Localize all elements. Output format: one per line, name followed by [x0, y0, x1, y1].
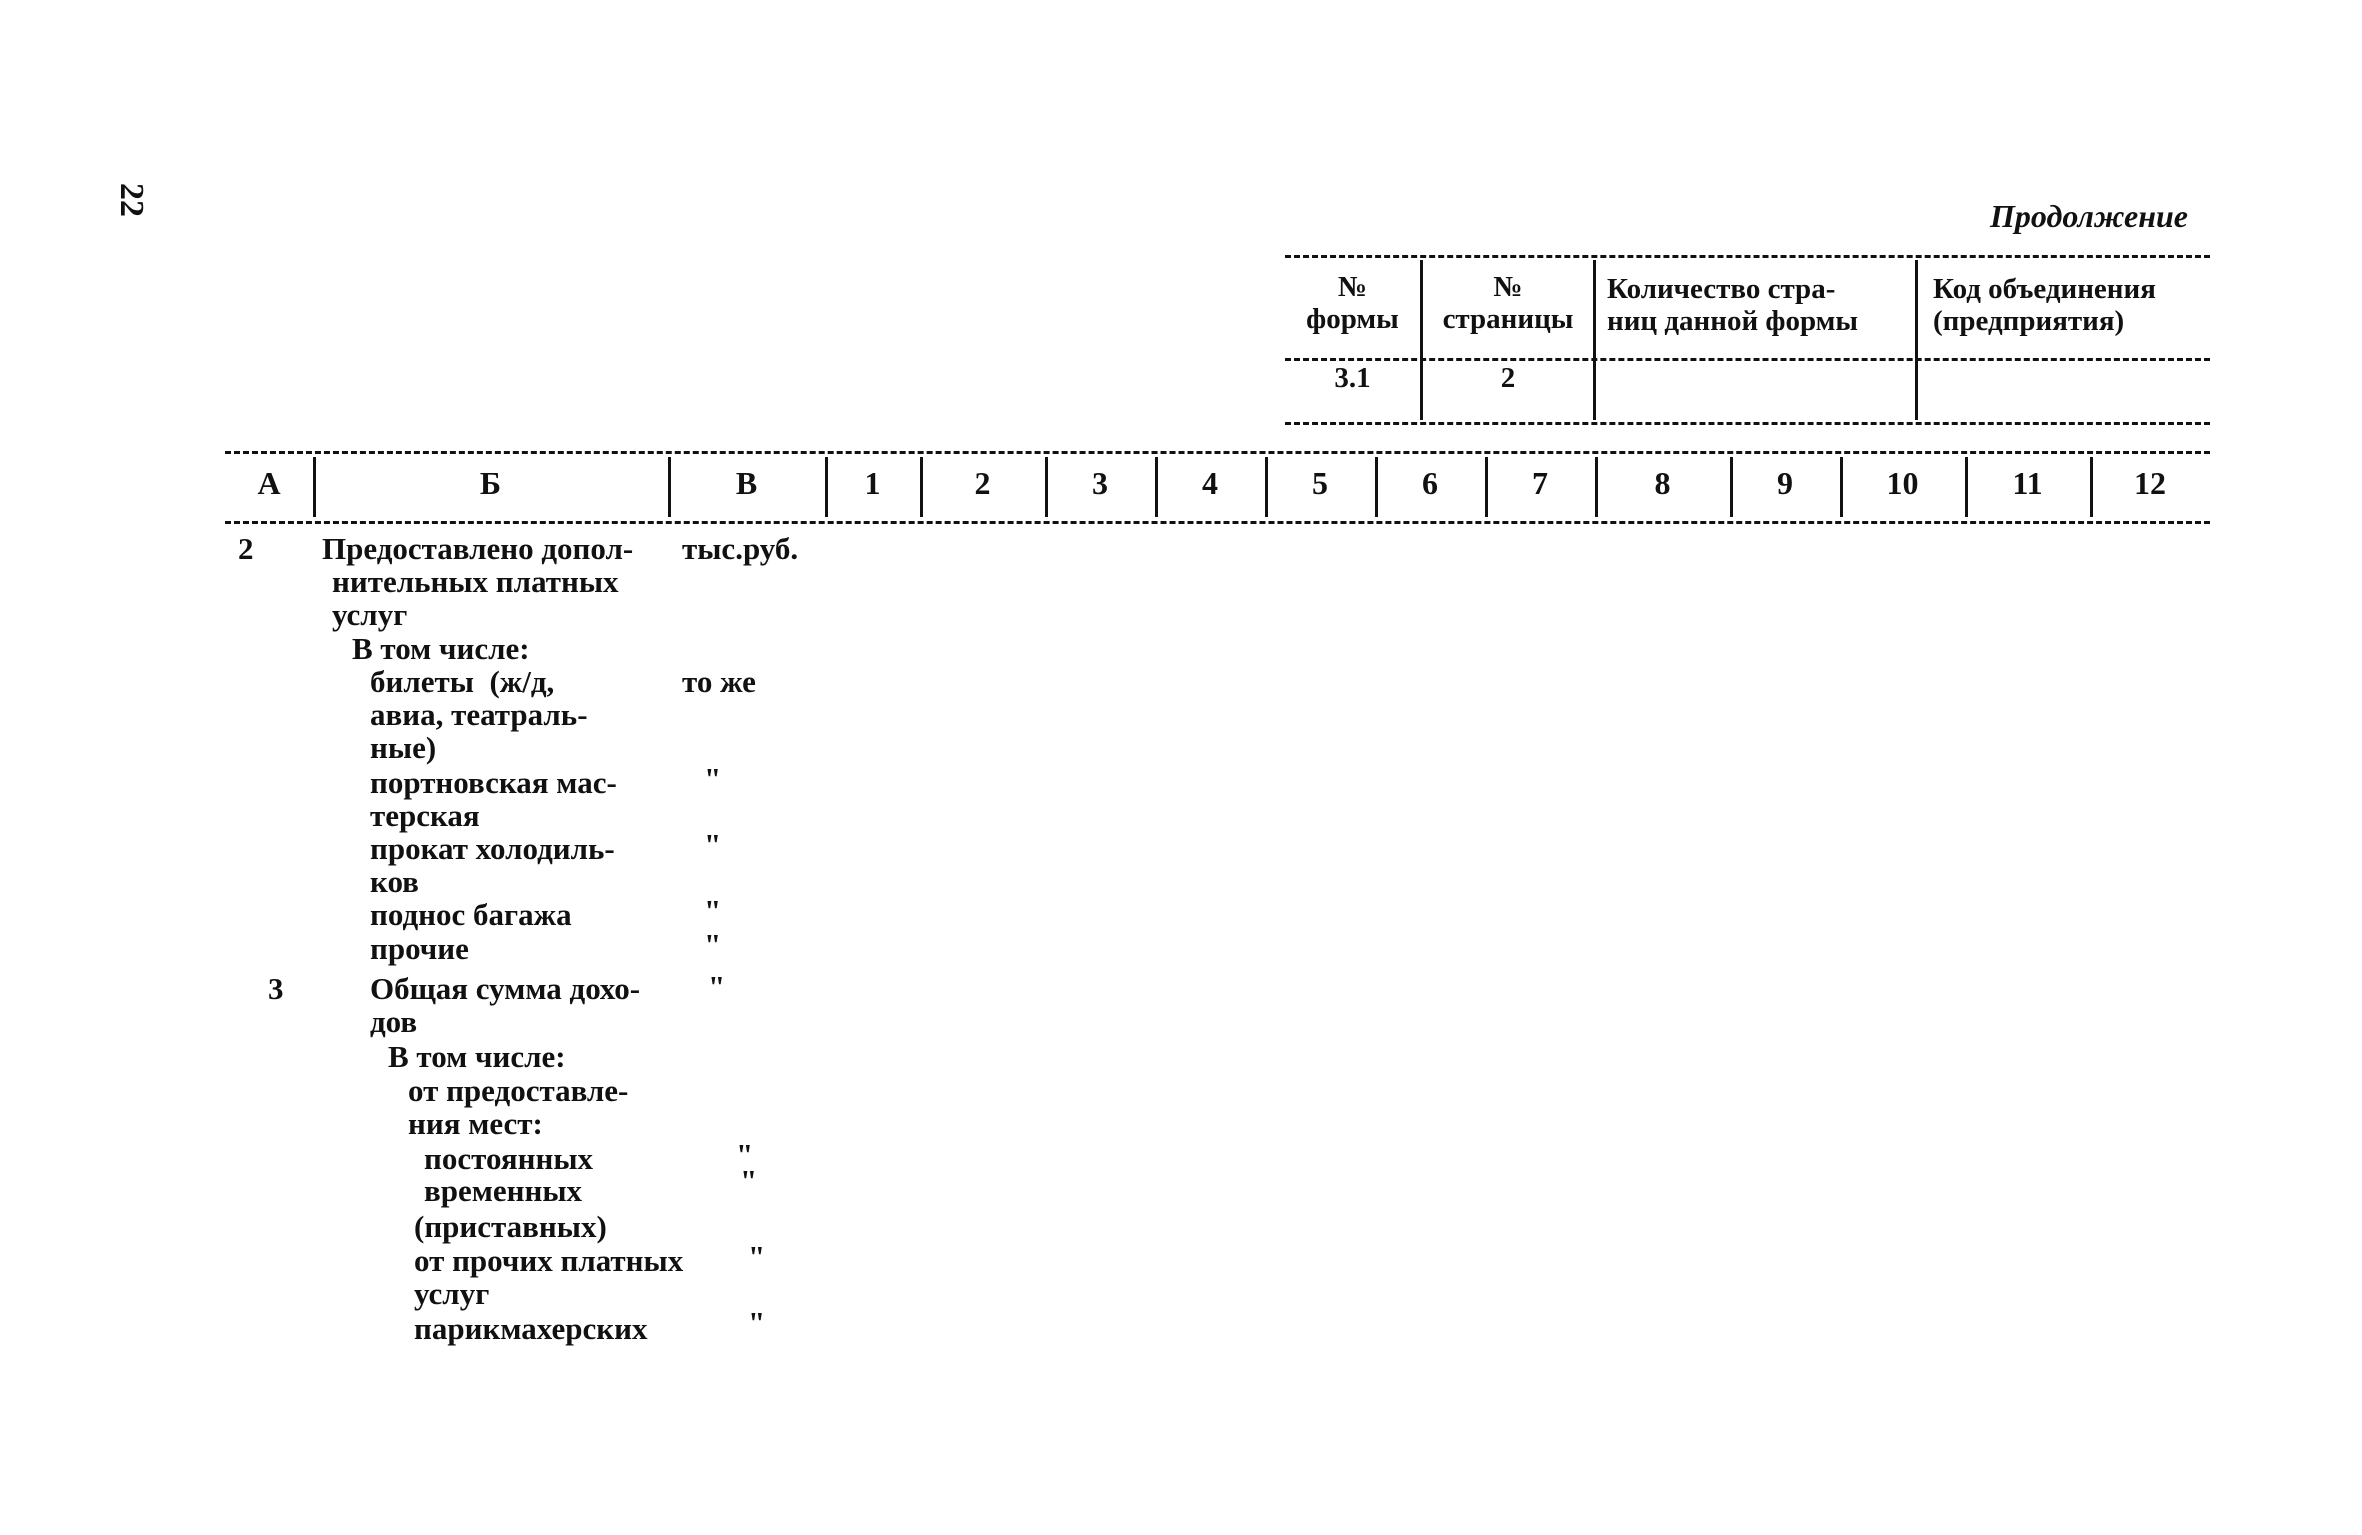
column-header-10: 10	[1886, 465, 1919, 501]
row-description: прочие	[370, 931, 469, 966]
row-unit: "	[704, 927, 722, 962]
column-header-a: А	[257, 465, 281, 501]
form-number-value: 3.1	[1334, 362, 1371, 394]
column-header-2: 2	[974, 465, 991, 501]
column-header-7: 7	[1532, 465, 1548, 501]
column-header-6: 6	[1422, 465, 1438, 501]
row-unit: "	[708, 969, 726, 1004]
page-count-header: Количество стра- ниц данной формы	[1607, 273, 1859, 337]
row-unit: "	[704, 827, 722, 862]
row-description: (приставных)	[414, 1209, 607, 1244]
row-unit: тыс.руб.	[682, 531, 799, 566]
row-unit: "	[748, 1305, 766, 1340]
row-unit: "	[704, 893, 722, 928]
row-unit: "	[740, 1163, 758, 1198]
column-header-3: 3	[1092, 465, 1108, 501]
id-box-divider	[1593, 260, 1596, 420]
row-description: В том числе:	[388, 1039, 566, 1074]
column-header-8: 8	[1654, 465, 1671, 501]
row-number: 3	[268, 971, 284, 1006]
organization-code-header: Код объединения (предприятия)	[1933, 273, 2156, 337]
page-number: 22	[113, 183, 150, 217]
column-header-v: В	[735, 465, 758, 501]
row-description: билеты (ж/д, авиа, театраль- ные)	[370, 664, 588, 765]
row-description: В том числе:	[352, 631, 530, 666]
row-description: временных	[424, 1173, 583, 1208]
id-box-divider	[1915, 260, 1918, 420]
row-description: парикмахерских	[414, 1311, 648, 1346]
row-description: Предоставлено допол- нительных платных услуг	[322, 531, 634, 632]
column-header-b: Б	[479, 465, 502, 501]
continuation-label: Продолжение	[1990, 198, 2188, 234]
column-strip-bottom-rule	[225, 521, 2210, 524]
row-unit: "	[748, 1239, 766, 1274]
row-description: от прочих платных услуг	[414, 1243, 684, 1311]
form-number-header: № формы	[1306, 271, 1399, 335]
row-description: от предоставле- ния мест:	[408, 1073, 629, 1141]
row-unit: то же	[682, 664, 756, 699]
id-box-bottom-rule	[1285, 422, 2210, 425]
column-header-12: 12	[2134, 465, 2166, 501]
column-header-strip	[225, 451, 2210, 525]
form-identification-box	[1285, 255, 2210, 425]
column-header-5: 5	[1312, 465, 1328, 501]
row-description: прокат холодиль- ков	[370, 831, 615, 899]
row-description: портновская мас- терская	[370, 765, 617, 833]
row-description: постоянных	[424, 1141, 594, 1176]
id-box-mid-rule	[1285, 358, 2210, 361]
page-number-header: № страницы	[1442, 271, 1574, 335]
column-header-1: 1	[864, 465, 881, 501]
id-box-top-rule	[1285, 255, 2210, 258]
row-unit: "	[704, 761, 722, 796]
column-header-11: 11	[2012, 465, 2043, 501]
column-strip-top-rule	[225, 451, 2210, 454]
column-header-9: 9	[1777, 465, 1793, 501]
page-number-value: 2	[1500, 362, 1516, 394]
column-header-4: 4	[1202, 465, 1218, 501]
row-description: Общая сумма дохо- дов	[370, 971, 641, 1039]
row-description: поднос багажа	[370, 897, 572, 932]
row-number: 2	[238, 531, 254, 566]
row-unit: "	[736, 1137, 754, 1172]
